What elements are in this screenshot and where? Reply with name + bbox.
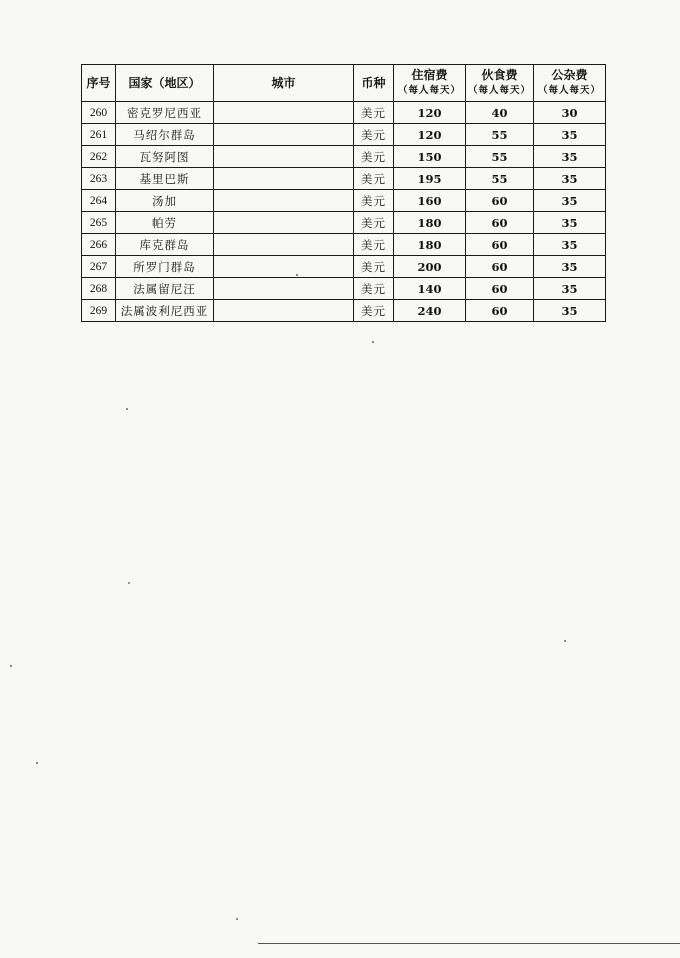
cell-misc: 35: [534, 212, 606, 234]
header-lodging: 住宿费 （每人每天）: [394, 65, 466, 102]
cell-city: [214, 278, 354, 300]
cell-currency: 美元: [354, 168, 394, 190]
scan-speck: [10, 665, 12, 667]
cell-country: 瓦努阿图: [116, 146, 214, 168]
cell-city: [214, 124, 354, 146]
cell-index: 266: [82, 234, 116, 256]
table-row: [82, 190, 606, 212]
cell-city: [214, 234, 354, 256]
cell-city: [214, 146, 354, 168]
header-country: 国家（地区）: [116, 65, 214, 102]
cell-city: [214, 212, 354, 234]
cell-currency: 美元: [354, 212, 394, 234]
table-row: [82, 278, 606, 300]
cell-meals: 60: [466, 234, 534, 256]
cell-city: [214, 190, 354, 212]
scan-speck: [236, 918, 238, 920]
cell-meals: 55: [466, 146, 534, 168]
table-row: [82, 124, 606, 146]
cell-lodging: 195: [394, 168, 466, 190]
header-index: 序号: [82, 65, 116, 102]
cell-meals: 60: [466, 190, 534, 212]
table-row: [82, 102, 606, 124]
scan-speck: [564, 640, 566, 642]
cell-misc: 35: [534, 190, 606, 212]
header-currency: 币种: [354, 65, 394, 102]
table-row: [82, 146, 606, 168]
table-header-row: [82, 65, 606, 102]
cell-lodging: 160: [394, 190, 466, 212]
cell-index: 262: [82, 146, 116, 168]
page-bottom-rule: [258, 943, 680, 944]
scan-speck: [36, 762, 38, 764]
cell-country: 马绍尔群岛: [116, 124, 214, 146]
cell-misc: 35: [534, 300, 606, 322]
cell-currency: 美元: [354, 190, 394, 212]
cell-country: 法属留尼汪: [116, 278, 214, 300]
cell-country: 所罗门群岛: [116, 256, 214, 278]
cell-misc: 35: [534, 124, 606, 146]
cell-misc: 35: [534, 168, 606, 190]
scan-speck: [126, 408, 128, 410]
cell-meals: 60: [466, 256, 534, 278]
cell-city: [214, 168, 354, 190]
cell-city: [214, 256, 354, 278]
cell-index: 263: [82, 168, 116, 190]
table-row: [82, 300, 606, 322]
cell-currency: 美元: [354, 234, 394, 256]
cell-lodging: 240: [394, 300, 466, 322]
cell-meals: 60: [466, 300, 534, 322]
table-row: [82, 256, 606, 278]
expense-standards-table: [81, 64, 606, 322]
cell-country: 基里巴斯: [116, 168, 214, 190]
cell-misc: 35: [534, 256, 606, 278]
cell-index: 264: [82, 190, 116, 212]
cell-lodging: 180: [394, 212, 466, 234]
cell-country: 法属波利尼西亚: [116, 300, 214, 322]
cell-currency: 美元: [354, 102, 394, 124]
cell-index: 269: [82, 300, 116, 322]
scan-speck: [296, 274, 298, 276]
cell-index: 267: [82, 256, 116, 278]
cell-country: 帕劳: [116, 212, 214, 234]
header-misc-sub: （每人每天）: [537, 85, 601, 96]
cell-index: 261: [82, 124, 116, 146]
header-meals-sub: （每人每天）: [467, 85, 531, 96]
cell-index: 260: [82, 102, 116, 124]
cell-misc: 35: [534, 278, 606, 300]
scan-speck: [372, 341, 374, 343]
header-city: 城市: [214, 65, 354, 102]
cell-lodging: 120: [394, 124, 466, 146]
cell-misc: 35: [534, 234, 606, 256]
cell-lodging: 120: [394, 102, 466, 124]
cell-country: 汤加: [116, 190, 214, 212]
cell-city: [214, 300, 354, 322]
cell-index: 265: [82, 212, 116, 234]
cell-meals: 60: [466, 212, 534, 234]
cell-country: 库克群岛: [116, 234, 214, 256]
cell-lodging: 180: [394, 234, 466, 256]
cell-currency: 美元: [354, 124, 394, 146]
cell-currency: 美元: [354, 256, 394, 278]
cell-lodging: 200: [394, 256, 466, 278]
cell-city: [214, 102, 354, 124]
cell-meals: 40: [466, 102, 534, 124]
header-lodging-sub: （每人每天）: [397, 85, 461, 96]
cell-misc: 30: [534, 102, 606, 124]
cell-country: 密克罗尼西亚: [116, 102, 214, 124]
table-row: [82, 212, 606, 234]
cell-lodging: 140: [394, 278, 466, 300]
cell-currency: 美元: [354, 146, 394, 168]
cell-meals: 55: [466, 168, 534, 190]
cell-meals: 55: [466, 124, 534, 146]
cell-currency: 美元: [354, 300, 394, 322]
cell-index: 268: [82, 278, 116, 300]
cell-meals: 60: [466, 278, 534, 300]
scan-speck: [128, 582, 130, 584]
cell-currency: 美元: [354, 278, 394, 300]
header-misc: 公杂费 （每人每天）: [534, 65, 606, 102]
cell-lodging: 150: [394, 146, 466, 168]
table-row: [82, 168, 606, 190]
header-meals: 伙食费 （每人每天）: [466, 65, 534, 102]
table-row: [82, 234, 606, 256]
cell-misc: 35: [534, 146, 606, 168]
